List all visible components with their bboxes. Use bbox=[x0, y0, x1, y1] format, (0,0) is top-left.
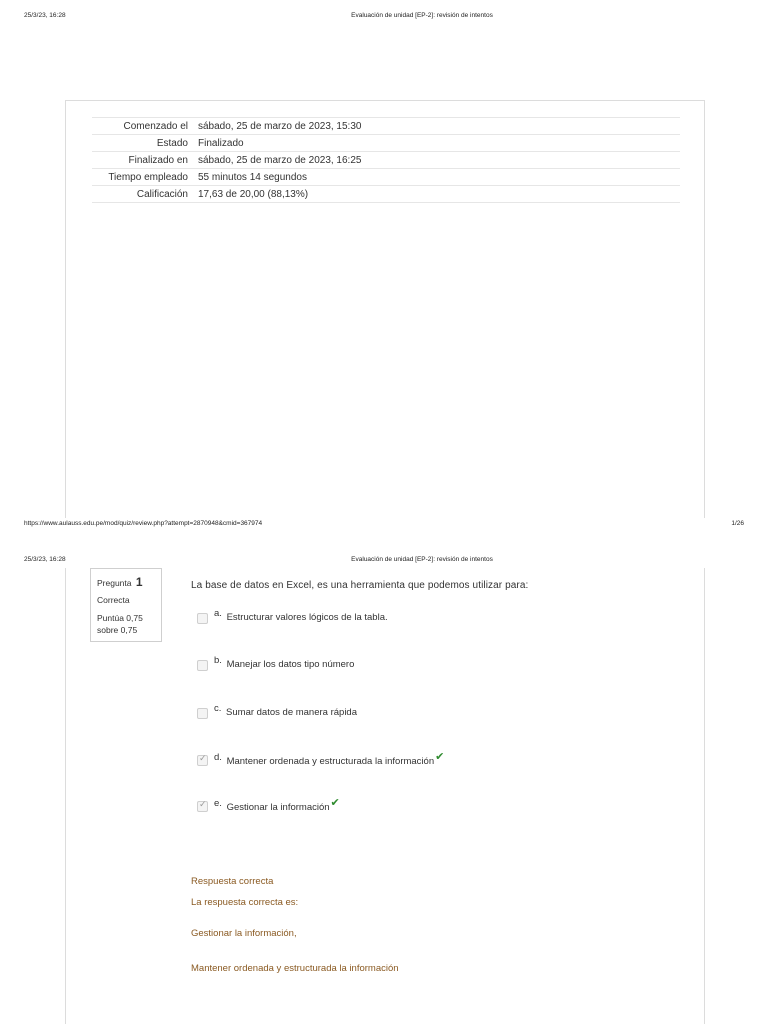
question-grade: Puntúa 0,75 sobre 0,75 bbox=[97, 613, 143, 635]
option-letter: a. bbox=[214, 608, 222, 619]
option-checkbox[interactable] bbox=[197, 613, 208, 624]
option-text: Estructurar valores lógicos de la tabla. bbox=[226, 612, 388, 623]
option-checkbox-checked[interactable] bbox=[197, 801, 208, 812]
summary-label: Calificación bbox=[92, 186, 194, 203]
option-letter: b. bbox=[214, 655, 222, 666]
attempt-summary-card bbox=[65, 100, 705, 518]
summary-value: Finalizado bbox=[194, 135, 680, 152]
summary-value: sábado, 25 de marzo de 2023, 16:25 bbox=[194, 152, 680, 169]
summary-row bbox=[92, 118, 680, 135]
question-info-box bbox=[90, 568, 162, 642]
summary-label: Estado bbox=[92, 135, 194, 152]
question-label: Pregunta bbox=[97, 578, 132, 588]
question-card bbox=[65, 568, 705, 1024]
correct-answer-2: Mantener ordenada y estructurada la información bbox=[191, 963, 399, 974]
summary-label: Tiempo empleado bbox=[92, 169, 194, 186]
answer-option-c[interactable] bbox=[197, 703, 357, 718]
option-checkbox[interactable] bbox=[197, 660, 208, 671]
summary-label: Comenzado el bbox=[92, 118, 194, 135]
summary-value: 55 minutos 14 segundos bbox=[194, 169, 680, 186]
answer-option-a[interactable] bbox=[197, 608, 388, 623]
option-text: Gestionar la información bbox=[226, 802, 330, 813]
option-text: Mantener ordenada y estructurada la información bbox=[226, 756, 435, 767]
feedback-intro: La respuesta correcta es: bbox=[191, 897, 299, 908]
page-number: 1/26 bbox=[731, 520, 744, 527]
option-letter: d. bbox=[214, 752, 222, 763]
option-letter: c. bbox=[214, 703, 222, 714]
print-datetime: 25/3/23, 16:28 bbox=[24, 556, 66, 563]
correct-check-icon: ✔ bbox=[330, 797, 340, 809]
option-letter: e. bbox=[214, 798, 222, 809]
print-title: Evaluación de unidad [EP-2]: revisión de intentos bbox=[351, 12, 493, 19]
question-text: La base de datos en Excel, es una herramienta que podemos utilizar para: bbox=[191, 580, 529, 591]
answer-option-e[interactable] bbox=[197, 797, 340, 813]
correct-answer-1: Gestionar la información, bbox=[191, 928, 297, 939]
answer-option-b[interactable] bbox=[197, 655, 355, 670]
summary-value: sábado, 25 de marzo de 2023, 15:30 bbox=[194, 118, 680, 135]
question-state: Correcta bbox=[97, 595, 130, 605]
summary-label: Finalizado en bbox=[92, 152, 194, 169]
option-checkbox[interactable] bbox=[197, 708, 208, 719]
answer-option-d[interactable] bbox=[197, 751, 445, 767]
feedback-result: Respuesta correcta bbox=[191, 876, 274, 887]
option-text: Manejar los datos tipo número bbox=[226, 659, 355, 670]
summary-row bbox=[92, 186, 680, 203]
question-number bbox=[97, 575, 143, 589]
option-checkbox-checked[interactable] bbox=[197, 755, 208, 766]
print-datetime: 25/3/23, 16:28 bbox=[24, 12, 66, 19]
question-number-value: 1 bbox=[135, 575, 143, 589]
print-url: https://www.aulauss.edu.pe/mod/quiz/review.php?attempt=2870948&cmid=367974 bbox=[24, 520, 263, 527]
attempt-summary-table bbox=[92, 117, 680, 203]
summary-value: 17,63 de 20,00 (88,13%) bbox=[194, 186, 680, 203]
print-title: Evaluación de unidad [EP-2]: revisión de intentos bbox=[351, 556, 493, 563]
summary-row bbox=[92, 152, 680, 169]
summary-row bbox=[92, 135, 680, 152]
option-text: Sumar datos de manera rápida bbox=[226, 707, 357, 718]
correct-check-icon: ✔ bbox=[435, 751, 445, 763]
summary-row bbox=[92, 169, 680, 186]
